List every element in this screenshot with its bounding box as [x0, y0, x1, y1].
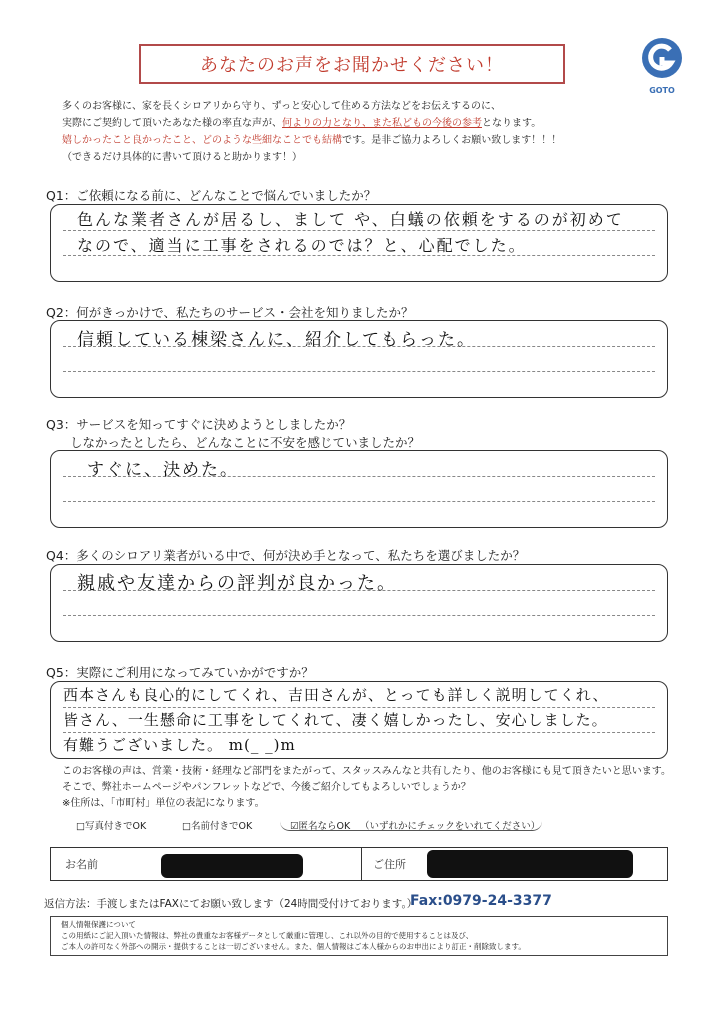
name-label: お名前 — [65, 858, 98, 871]
intro-text — [62, 98, 682, 166]
share-note-line1: このお客様の声は、営業・技術・経理など部門をまたがって、スタッスみんなと共有したり、他のお客様にも見て頂きたいと思います。 — [62, 766, 671, 777]
answer-box-5[interactable] — [50, 681, 668, 759]
share-note-line3: ※住所は、「市町村」単位の表記になります。 — [62, 798, 265, 809]
address-label: ご住所 — [373, 858, 406, 871]
intro-line3 — [62, 132, 682, 149]
question-2: Q2：何がきっかけで、私たちのサービス・会社を知りましたか？ — [46, 305, 414, 320]
question-1: Q1：ご依頼になる前に、どんなことで悩んでいましたか？ — [46, 188, 377, 203]
answer-box-3[interactable] — [50, 450, 668, 528]
question-3-sub: しなかったとしたら、どんなことに不安を感じていましたか？ — [70, 435, 421, 450]
answer-1-line1: 色んな業者さんが居るし、まして や、白蟻の依頼をするのが初めて — [77, 210, 624, 229]
share-note-line2: そこで、弊社ホームページやパンフレットなどで、今後ご紹介してもよろしいでしょうか？ — [62, 782, 471, 793]
intro-line2 — [62, 115, 682, 132]
question-5: Q5：実際にご利用になってみていかがですか？ — [46, 665, 314, 680]
question-4: Q4：多くのシロアリ業者がいる中で、何が決め手となって、私たちを選びましたか？ — [46, 548, 526, 563]
privacy-line2: ご本人の許可なく外部への開示・提供することは一切ございません。また、個人情報はご本人様からのお申出により訂正・削除致します。 — [61, 942, 526, 951]
intro-line2-c: となります。 — [482, 118, 542, 129]
name-redacted — [161, 854, 303, 878]
answer-3-line1: すぐに、決めた。 — [87, 460, 239, 480]
answer-box-4[interactable] — [50, 564, 668, 642]
answer-2-line1: 信頼している棟梁さんに、紹介してもらった。 — [77, 330, 476, 350]
return-method: 返信方法：手渡しまたはFAXにてお願い致します（24時間受付けております。） — [44, 898, 418, 910]
goto-logo-icon — [640, 36, 684, 82]
company-logo — [640, 36, 684, 94]
option-instruction: （いずれかにチェックをいれてください） — [360, 821, 541, 832]
answer-5-line3: 有難うございました。 m(_ _)m — [63, 736, 296, 754]
intro-line4: （できるだけ具体的に書いて頂けると助かります！） — [62, 152, 302, 163]
option-photo-checkbox[interactable]: □写真付きでOK — [76, 821, 147, 832]
answer-5-line1: 西本さんも良心的にしてくれ、吉田さんが、とっても詳しく説明してくれ、 — [63, 686, 609, 704]
intro-line2-a: 実際にご契約して頂いたあなた様の率直な声が、 — [62, 118, 282, 129]
name-address-row — [50, 847, 668, 881]
answer-1-line2: なので、適当に工事をされるのでは？と、心配でした。 — [77, 236, 527, 255]
answer-4-line1: 親戚や友達からの評判が良かった。 — [77, 573, 397, 594]
option-name-checkbox[interactable]: □名前付きでOK — [182, 821, 253, 832]
answer-5-line2: 皆さん、一生懸命に工事をしてくれて、凄く嬉しかったし、安心しました。 — [63, 711, 608, 729]
check-underline — [280, 812, 542, 831]
address-redacted — [427, 850, 633, 878]
fax-number: Fax:0979-24-3377 — [410, 893, 552, 909]
privacy-line1: この用紙にご記入頂いた情報は、弊社の貴重なお客様データとして厳重に管理し、これ以外の目的で使用することは及び、 — [61, 931, 474, 940]
intro-line2-highlight: 何よりの力となり、また私どもの今後の参考 — [282, 118, 482, 129]
privacy-notice — [50, 916, 668, 956]
answer-box-2[interactable] — [50, 320, 668, 398]
intro-line1: 多くのお客様に、家を長くシロアリから守り、ずっと安心して住める方法などをお伝えするのに、 — [62, 101, 501, 112]
share-note — [62, 764, 671, 812]
intro-line3-highlight: 嬉しかったこと良かったこと、どのような些細なことでも結構 — [62, 135, 342, 146]
page-title: あなたのお声をお聞かせください！ — [139, 44, 565, 84]
question-3: Q3：サービスを知ってすぐに決めようとしましたか？ — [46, 417, 352, 432]
logo-text: GOTO — [649, 86, 675, 95]
intro-line3-b: です。是非ご協力よろしくお願い致します！！！ — [342, 135, 562, 146]
answer-box-1[interactable] — [50, 204, 668, 282]
option-anonymous-checkbox[interactable]: ☑匿名ならOK — [290, 821, 351, 832]
privacy-title: 個人情報保護について — [61, 920, 136, 929]
